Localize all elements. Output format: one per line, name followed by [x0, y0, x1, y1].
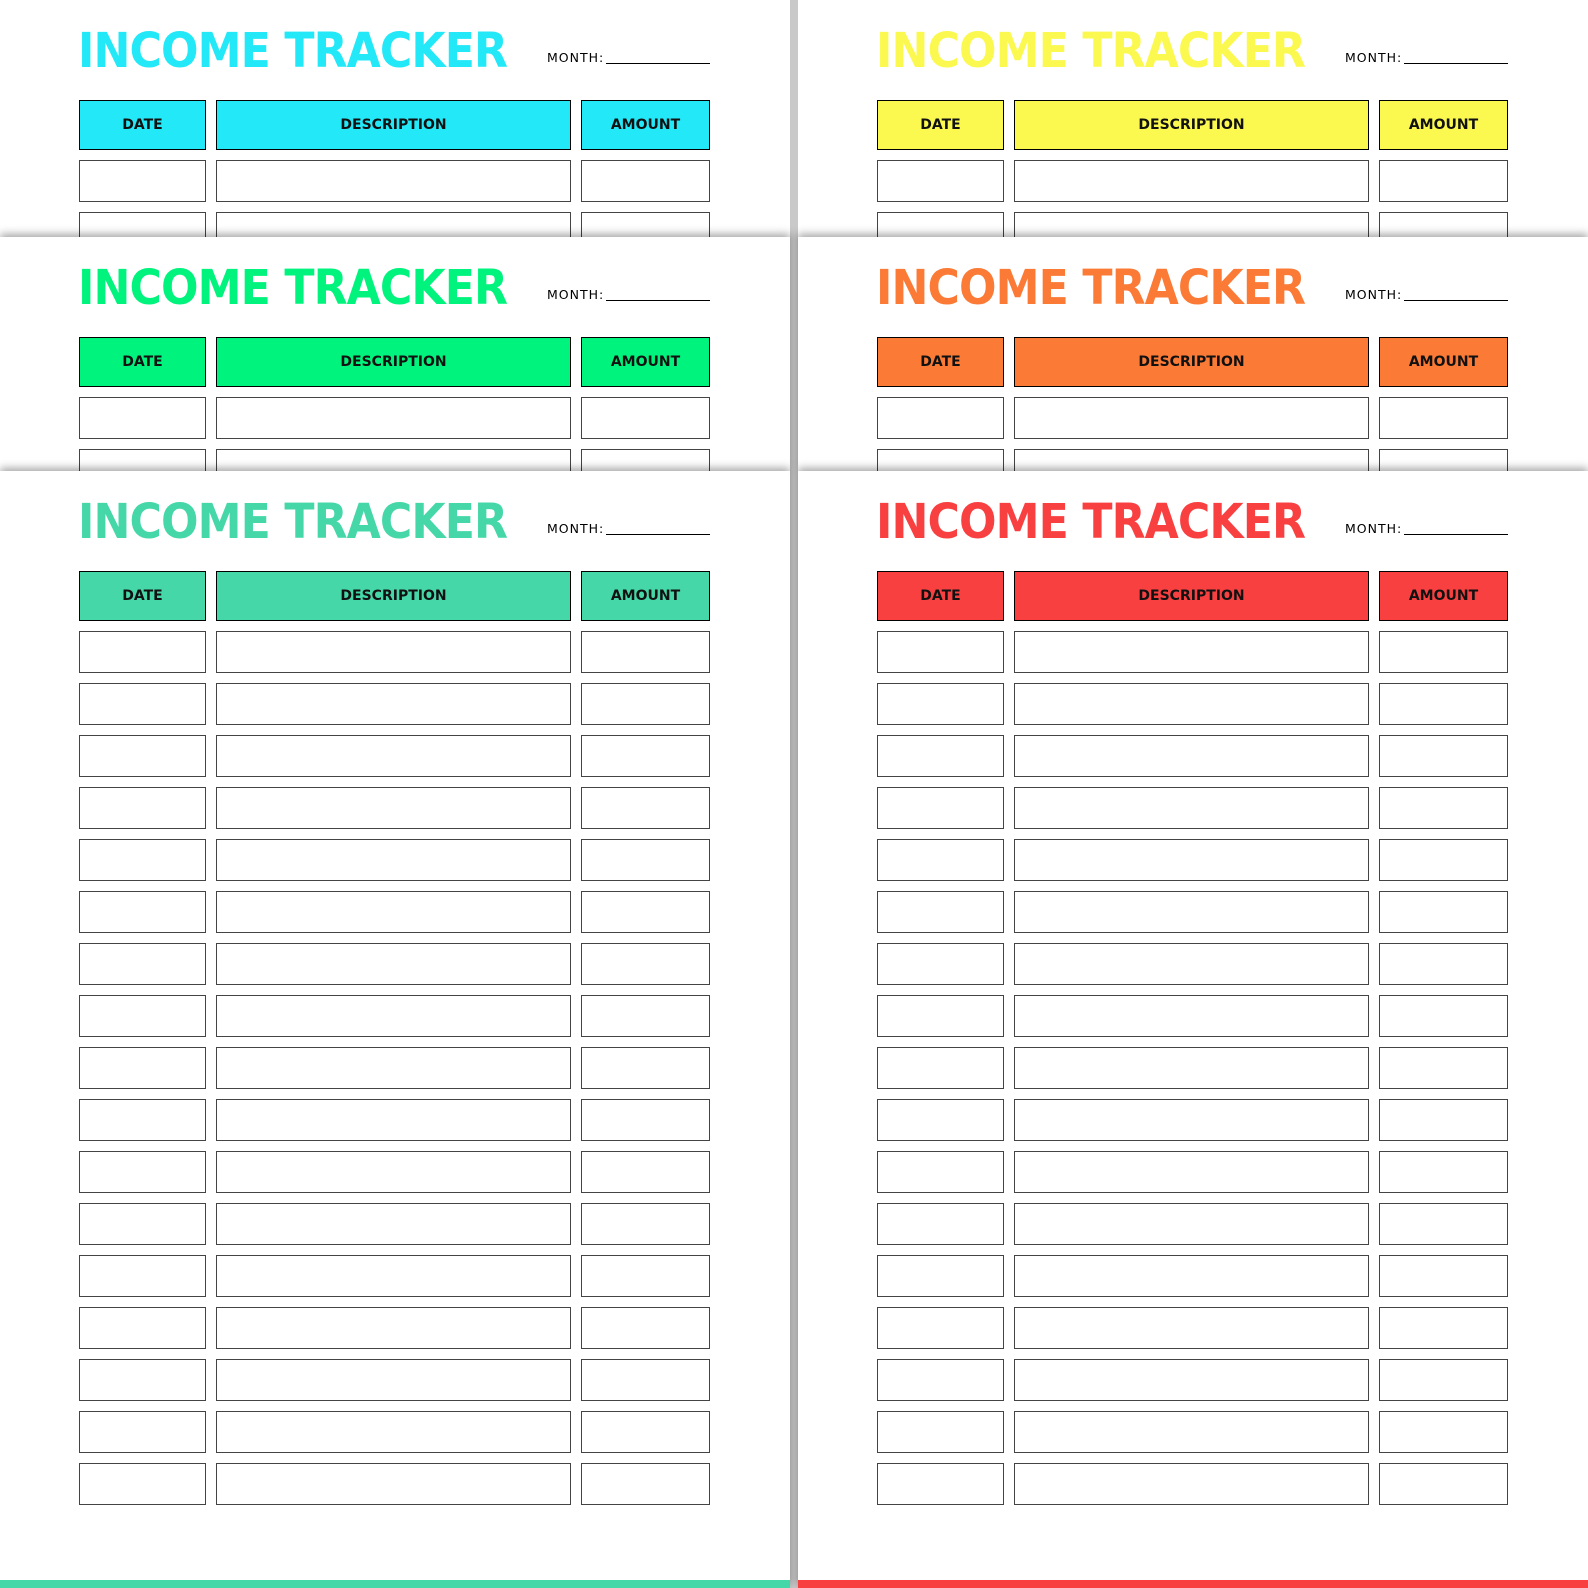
description-cell[interactable]	[216, 1411, 571, 1453]
income-tracker-sheet-green	[0, 237, 790, 471]
amount-cell[interactable]	[581, 449, 710, 471]
date-cell[interactable]	[877, 212, 1004, 237]
date-cell[interactable]	[79, 1203, 206, 1245]
date-cell[interactable]	[877, 1307, 1004, 1349]
description-cell[interactable]	[1014, 943, 1369, 985]
description-cell[interactable]	[216, 1099, 571, 1141]
description-cell[interactable]	[216, 631, 571, 673]
date-cell[interactable]	[877, 787, 1004, 829]
income-tracker-sheet-red	[798, 471, 1588, 1588]
sheet-title: INCOME TRACKER	[876, 494, 1306, 550]
month-field[interactable]	[1404, 63, 1508, 64]
date-cell[interactable]	[79, 1411, 206, 1453]
amount-cell[interactable]	[1379, 995, 1508, 1037]
date-cell[interactable]	[79, 735, 206, 777]
amount-cell[interactable]	[581, 1463, 710, 1505]
description-cell[interactable]	[1014, 1203, 1369, 1245]
date-cell[interactable]	[79, 1047, 206, 1089]
date-cell[interactable]	[877, 1359, 1004, 1401]
amount-cell[interactable]	[581, 1203, 710, 1245]
bottom-accent-stripe	[0, 1580, 790, 1588]
sheet-title: INCOME TRACKER	[876, 23, 1306, 79]
date-cell[interactable]	[79, 683, 206, 725]
date-header: DATE	[877, 337, 1004, 387]
amount-cell[interactable]	[1379, 1255, 1508, 1297]
date-cell[interactable]	[877, 1151, 1004, 1193]
amount-header: AMOUNT	[1379, 337, 1508, 387]
description-cell[interactable]	[1014, 1411, 1369, 1453]
date-cell[interactable]	[79, 449, 206, 471]
description-cell[interactable]	[1014, 1047, 1369, 1089]
month-label: MONTH:	[1345, 50, 1403, 65]
description-header: DESCRIPTION	[216, 571, 571, 621]
description-header: DESCRIPTION	[1014, 337, 1369, 387]
description-cell[interactable]	[1014, 891, 1369, 933]
description-cell[interactable]	[216, 735, 571, 777]
amount-cell[interactable]	[1379, 1151, 1508, 1193]
amount-cell[interactable]	[581, 1255, 710, 1297]
description-cell[interactable]	[216, 787, 571, 829]
description-cell[interactable]	[1014, 212, 1369, 237]
month-field[interactable]	[606, 63, 710, 64]
sheet-title: INCOME TRACKER	[876, 260, 1306, 316]
date-cell[interactable]	[877, 631, 1004, 673]
description-header: DESCRIPTION	[216, 100, 571, 150]
amount-cell[interactable]	[581, 1047, 710, 1089]
date-cell[interactable]	[79, 1099, 206, 1141]
amount-cell[interactable]	[1379, 891, 1508, 933]
amount-cell[interactable]	[1379, 1047, 1508, 1089]
amount-cell[interactable]	[1379, 683, 1508, 725]
description-cell[interactable]	[1014, 1359, 1369, 1401]
bottom-accent-stripe	[798, 1580, 1588, 1588]
amount-cell[interactable]	[581, 891, 710, 933]
description-cell[interactable]	[1014, 397, 1369, 439]
description-cell[interactable]	[1014, 995, 1369, 1037]
income-tracker-sheet-teal	[0, 471, 790, 1588]
date-cell[interactable]	[877, 449, 1004, 471]
date-header: DATE	[79, 337, 206, 387]
amount-cell[interactable]	[1379, 160, 1508, 202]
income-tracker-sheet-yellow	[798, 0, 1588, 237]
amount-header: AMOUNT	[1379, 100, 1508, 150]
description-cell[interactable]	[216, 1359, 571, 1401]
amount-cell[interactable]	[581, 735, 710, 777]
month-field[interactable]	[606, 534, 710, 535]
amount-cell[interactable]	[1379, 1099, 1508, 1141]
description-cell[interactable]	[216, 1463, 571, 1505]
date-cell[interactable]	[79, 943, 206, 985]
date-cell[interactable]	[79, 212, 206, 237]
date-header: DATE	[79, 100, 206, 150]
amount-cell[interactable]	[1379, 1463, 1508, 1505]
description-cell[interactable]	[216, 839, 571, 881]
description-cell[interactable]	[1014, 839, 1369, 881]
sheet-title: INCOME TRACKER	[78, 260, 508, 316]
date-cell[interactable]	[79, 1255, 206, 1297]
date-cell[interactable]	[79, 891, 206, 933]
amount-cell[interactable]	[1379, 397, 1508, 439]
amount-cell[interactable]	[581, 397, 710, 439]
amount-header: AMOUNT	[581, 337, 710, 387]
amount-cell[interactable]	[581, 839, 710, 881]
amount-cell[interactable]	[1379, 1359, 1508, 1401]
date-cell[interactable]	[877, 839, 1004, 881]
date-cell[interactable]	[79, 839, 206, 881]
amount-cell[interactable]	[581, 683, 710, 725]
month-label: MONTH:	[1345, 521, 1403, 536]
month-label: MONTH:	[547, 287, 605, 302]
date-cell[interactable]	[79, 787, 206, 829]
description-cell[interactable]	[1014, 631, 1369, 673]
date-header: DATE	[877, 100, 1004, 150]
date-cell[interactable]	[877, 1255, 1004, 1297]
description-cell[interactable]	[1014, 1099, 1369, 1141]
description-cell[interactable]	[1014, 449, 1369, 471]
date-cell[interactable]	[877, 735, 1004, 777]
amount-cell[interactable]	[581, 1099, 710, 1141]
description-cell[interactable]	[1014, 1151, 1369, 1193]
income-tracker-sheet-cyan	[0, 0, 790, 237]
amount-header: AMOUNT	[581, 571, 710, 621]
sheet-title: INCOME TRACKER	[78, 494, 508, 550]
month-field[interactable]	[606, 300, 710, 301]
amount-cell[interactable]	[581, 1359, 710, 1401]
month-label: MONTH:	[1345, 287, 1403, 302]
month-field[interactable]	[1404, 534, 1508, 535]
description-cell[interactable]	[216, 1307, 571, 1349]
description-cell[interactable]	[1014, 160, 1369, 202]
date-cell[interactable]	[877, 397, 1004, 439]
right-column	[798, 0, 1588, 1588]
amount-cell[interactable]	[1379, 839, 1508, 881]
sheet-title: INCOME TRACKER	[78, 23, 508, 79]
description-cell[interactable]	[216, 1255, 571, 1297]
amount-cell[interactable]	[581, 1151, 710, 1193]
date-cell[interactable]	[877, 1463, 1004, 1505]
amount-cell[interactable]	[1379, 787, 1508, 829]
description-cell[interactable]	[216, 1151, 571, 1193]
amount-cell[interactable]	[581, 212, 710, 237]
month-label: MONTH:	[547, 50, 605, 65]
date-cell[interactable]	[877, 683, 1004, 725]
description-cell[interactable]	[1014, 735, 1369, 777]
description-cell[interactable]	[1014, 1463, 1369, 1505]
income-tracker-sheet-orange	[798, 237, 1588, 471]
amount-cell[interactable]	[581, 787, 710, 829]
description-cell[interactable]	[216, 995, 571, 1037]
description-cell[interactable]	[216, 1047, 571, 1089]
date-cell[interactable]	[877, 1099, 1004, 1141]
description-header: DESCRIPTION	[1014, 100, 1369, 150]
amount-cell[interactable]	[1379, 212, 1508, 237]
amount-cell[interactable]	[1379, 1411, 1508, 1453]
date-cell[interactable]	[877, 995, 1004, 1037]
date-header: DATE	[79, 571, 206, 621]
date-cell[interactable]	[79, 1151, 206, 1193]
amount-cell[interactable]	[1379, 1307, 1508, 1349]
amount-cell[interactable]	[581, 943, 710, 985]
amount-cell[interactable]	[1379, 631, 1508, 673]
date-cell[interactable]	[877, 943, 1004, 985]
amount-cell[interactable]	[1379, 943, 1508, 985]
description-header: DESCRIPTION	[216, 337, 571, 387]
amount-cell[interactable]	[581, 1307, 710, 1349]
amount-header: AMOUNT	[1379, 571, 1508, 621]
date-cell[interactable]	[877, 1203, 1004, 1245]
date-header: DATE	[877, 571, 1004, 621]
date-cell[interactable]	[79, 1359, 206, 1401]
description-cell[interactable]	[216, 212, 571, 237]
description-cell[interactable]	[216, 449, 571, 471]
left-column	[0, 0, 790, 1588]
description-cell[interactable]	[216, 1203, 571, 1245]
amount-cell[interactable]	[581, 631, 710, 673]
month-field[interactable]	[1404, 300, 1508, 301]
description-cell[interactable]	[216, 160, 571, 202]
description-cell[interactable]	[1014, 683, 1369, 725]
date-cell[interactable]	[877, 1047, 1004, 1089]
date-cell[interactable]	[877, 160, 1004, 202]
description-cell[interactable]	[216, 683, 571, 725]
date-cell[interactable]	[79, 397, 206, 439]
description-cell[interactable]	[216, 891, 571, 933]
amount-cell[interactable]	[1379, 1203, 1508, 1245]
amount-cell[interactable]	[1379, 735, 1508, 777]
date-cell[interactable]	[877, 891, 1004, 933]
date-cell[interactable]	[79, 160, 206, 202]
amount-cell[interactable]	[581, 995, 710, 1037]
amount-cell[interactable]	[581, 160, 710, 202]
description-cell[interactable]	[1014, 1255, 1369, 1297]
description-cell[interactable]	[1014, 787, 1369, 829]
description-header: DESCRIPTION	[1014, 571, 1369, 621]
description-cell[interactable]	[1014, 1307, 1369, 1349]
month-label: MONTH:	[547, 521, 605, 536]
date-cell[interactable]	[79, 631, 206, 673]
amount-header: AMOUNT	[581, 100, 710, 150]
amount-cell[interactable]	[581, 1411, 710, 1453]
amount-cell[interactable]	[1379, 449, 1508, 471]
description-cell[interactable]	[216, 397, 571, 439]
date-cell[interactable]	[877, 1411, 1004, 1453]
description-cell[interactable]	[216, 943, 571, 985]
date-cell[interactable]	[79, 1463, 206, 1505]
date-cell[interactable]	[79, 1307, 206, 1349]
date-cell[interactable]	[79, 995, 206, 1037]
